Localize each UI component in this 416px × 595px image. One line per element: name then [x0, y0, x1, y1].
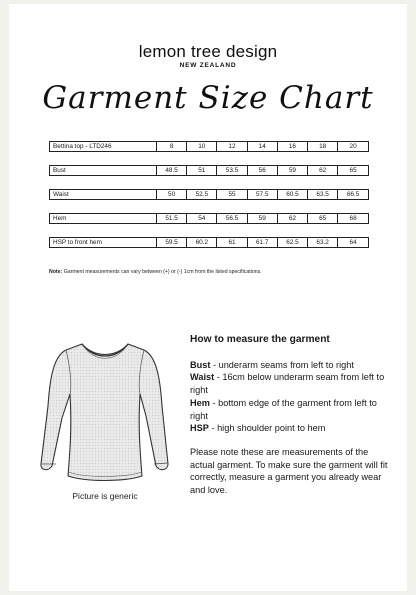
note-text: Garment measurements can vary between (+) or (-) 1cm from the listed specifications.: [62, 269, 262, 275]
garment-illustration: [34, 336, 174, 486]
term-hem: Hem: [190, 397, 210, 408]
table-cell: 52.5: [186, 189, 216, 200]
term-bust: Bust: [190, 359, 211, 370]
how-to-heading: How to measure the garment: [190, 334, 330, 345]
table-cell: 60.5: [277, 189, 307, 200]
table-cell: 59: [277, 165, 307, 176]
table-cell: 12: [216, 141, 246, 152]
table-cell: 63.5: [307, 189, 337, 200]
table-cell: 53.5: [216, 165, 246, 176]
how-to-section: [190, 334, 390, 497]
table-cell: 18: [307, 141, 337, 152]
table-cell: 63.2: [307, 237, 337, 248]
how-to-item-hsp: [190, 422, 390, 435]
table-cell: 65: [337, 165, 369, 176]
term-hsp: HSP: [190, 423, 209, 434]
measurement-note: [49, 269, 389, 275]
table-cell: 66.5: [337, 189, 369, 200]
table-cell: 61: [216, 237, 246, 248]
table-cell: 51: [186, 165, 216, 176]
table-cell: Bust: [49, 165, 156, 176]
table-cell: 62: [307, 165, 337, 176]
table-row: [49, 189, 369, 200]
chart-title: Garment Size Chart: [42, 80, 374, 116]
size-table: [49, 128, 369, 261]
how-to-item-bust: [190, 359, 390, 372]
desc-hem: - bottom edge of the garment from left to right: [190, 397, 377, 421]
desc-bust: - underarm seams from left to right: [210, 359, 354, 370]
table-cell: 51.5: [156, 213, 186, 224]
brand-name: lemon tree design: [138, 42, 278, 61]
table-row: [49, 165, 369, 176]
table-row: [49, 237, 369, 248]
table-cell: 68: [337, 213, 369, 224]
table-cell: HSP to front hem: [49, 237, 156, 248]
how-to-item-hem: [190, 397, 390, 422]
spacer: [190, 435, 390, 446]
table-cell: 14: [247, 141, 277, 152]
table-cell: 60.2: [186, 237, 216, 248]
table-cell: 56: [247, 165, 277, 176]
table-cell: 57.5: [247, 189, 277, 200]
table-header-row: [49, 141, 369, 152]
table-row: [49, 213, 369, 224]
table-cell: 59: [247, 213, 277, 224]
term-waist: Waist: [190, 372, 215, 383]
table-cell: 65: [307, 213, 337, 224]
table-cell: 56.5: [216, 213, 246, 224]
picture-caption: Picture is generic: [72, 491, 138, 501]
table-cell: Hem: [49, 213, 156, 224]
desc-waist: - 16cm below underarm seam from left to right: [190, 372, 385, 396]
desc-hsp: - high shoulder point to hem: [208, 423, 326, 434]
table-cell: 20: [337, 141, 369, 152]
how-to-item-waist: [190, 371, 390, 396]
table-cell: 50: [156, 189, 186, 200]
note-label: Note:: [49, 269, 63, 275]
how-to-footer: Please note these are measurements of the actual garment. To make sure the garment will fit correctly, measure a garment you already wear and love.: [190, 446, 388, 496]
table-cell: Waist: [49, 189, 156, 200]
table-cell: 55: [216, 189, 246, 200]
table-cell: 62: [277, 213, 307, 224]
table-cell: 64: [337, 237, 369, 248]
table-cell: 48.5: [156, 165, 186, 176]
table-cell: 59.5: [156, 237, 186, 248]
table-cell: 16: [277, 141, 307, 152]
brand-country: NEW ZEALAND: [179, 62, 237, 69]
table-cell: 10: [186, 141, 216, 152]
table-cell: Bettina top - LTD246: [49, 141, 156, 152]
table-cell: 54: [186, 213, 216, 224]
table-cell: 8: [156, 141, 186, 152]
table-cell: 61.7: [247, 237, 277, 248]
table-cell: 62.5: [277, 237, 307, 248]
